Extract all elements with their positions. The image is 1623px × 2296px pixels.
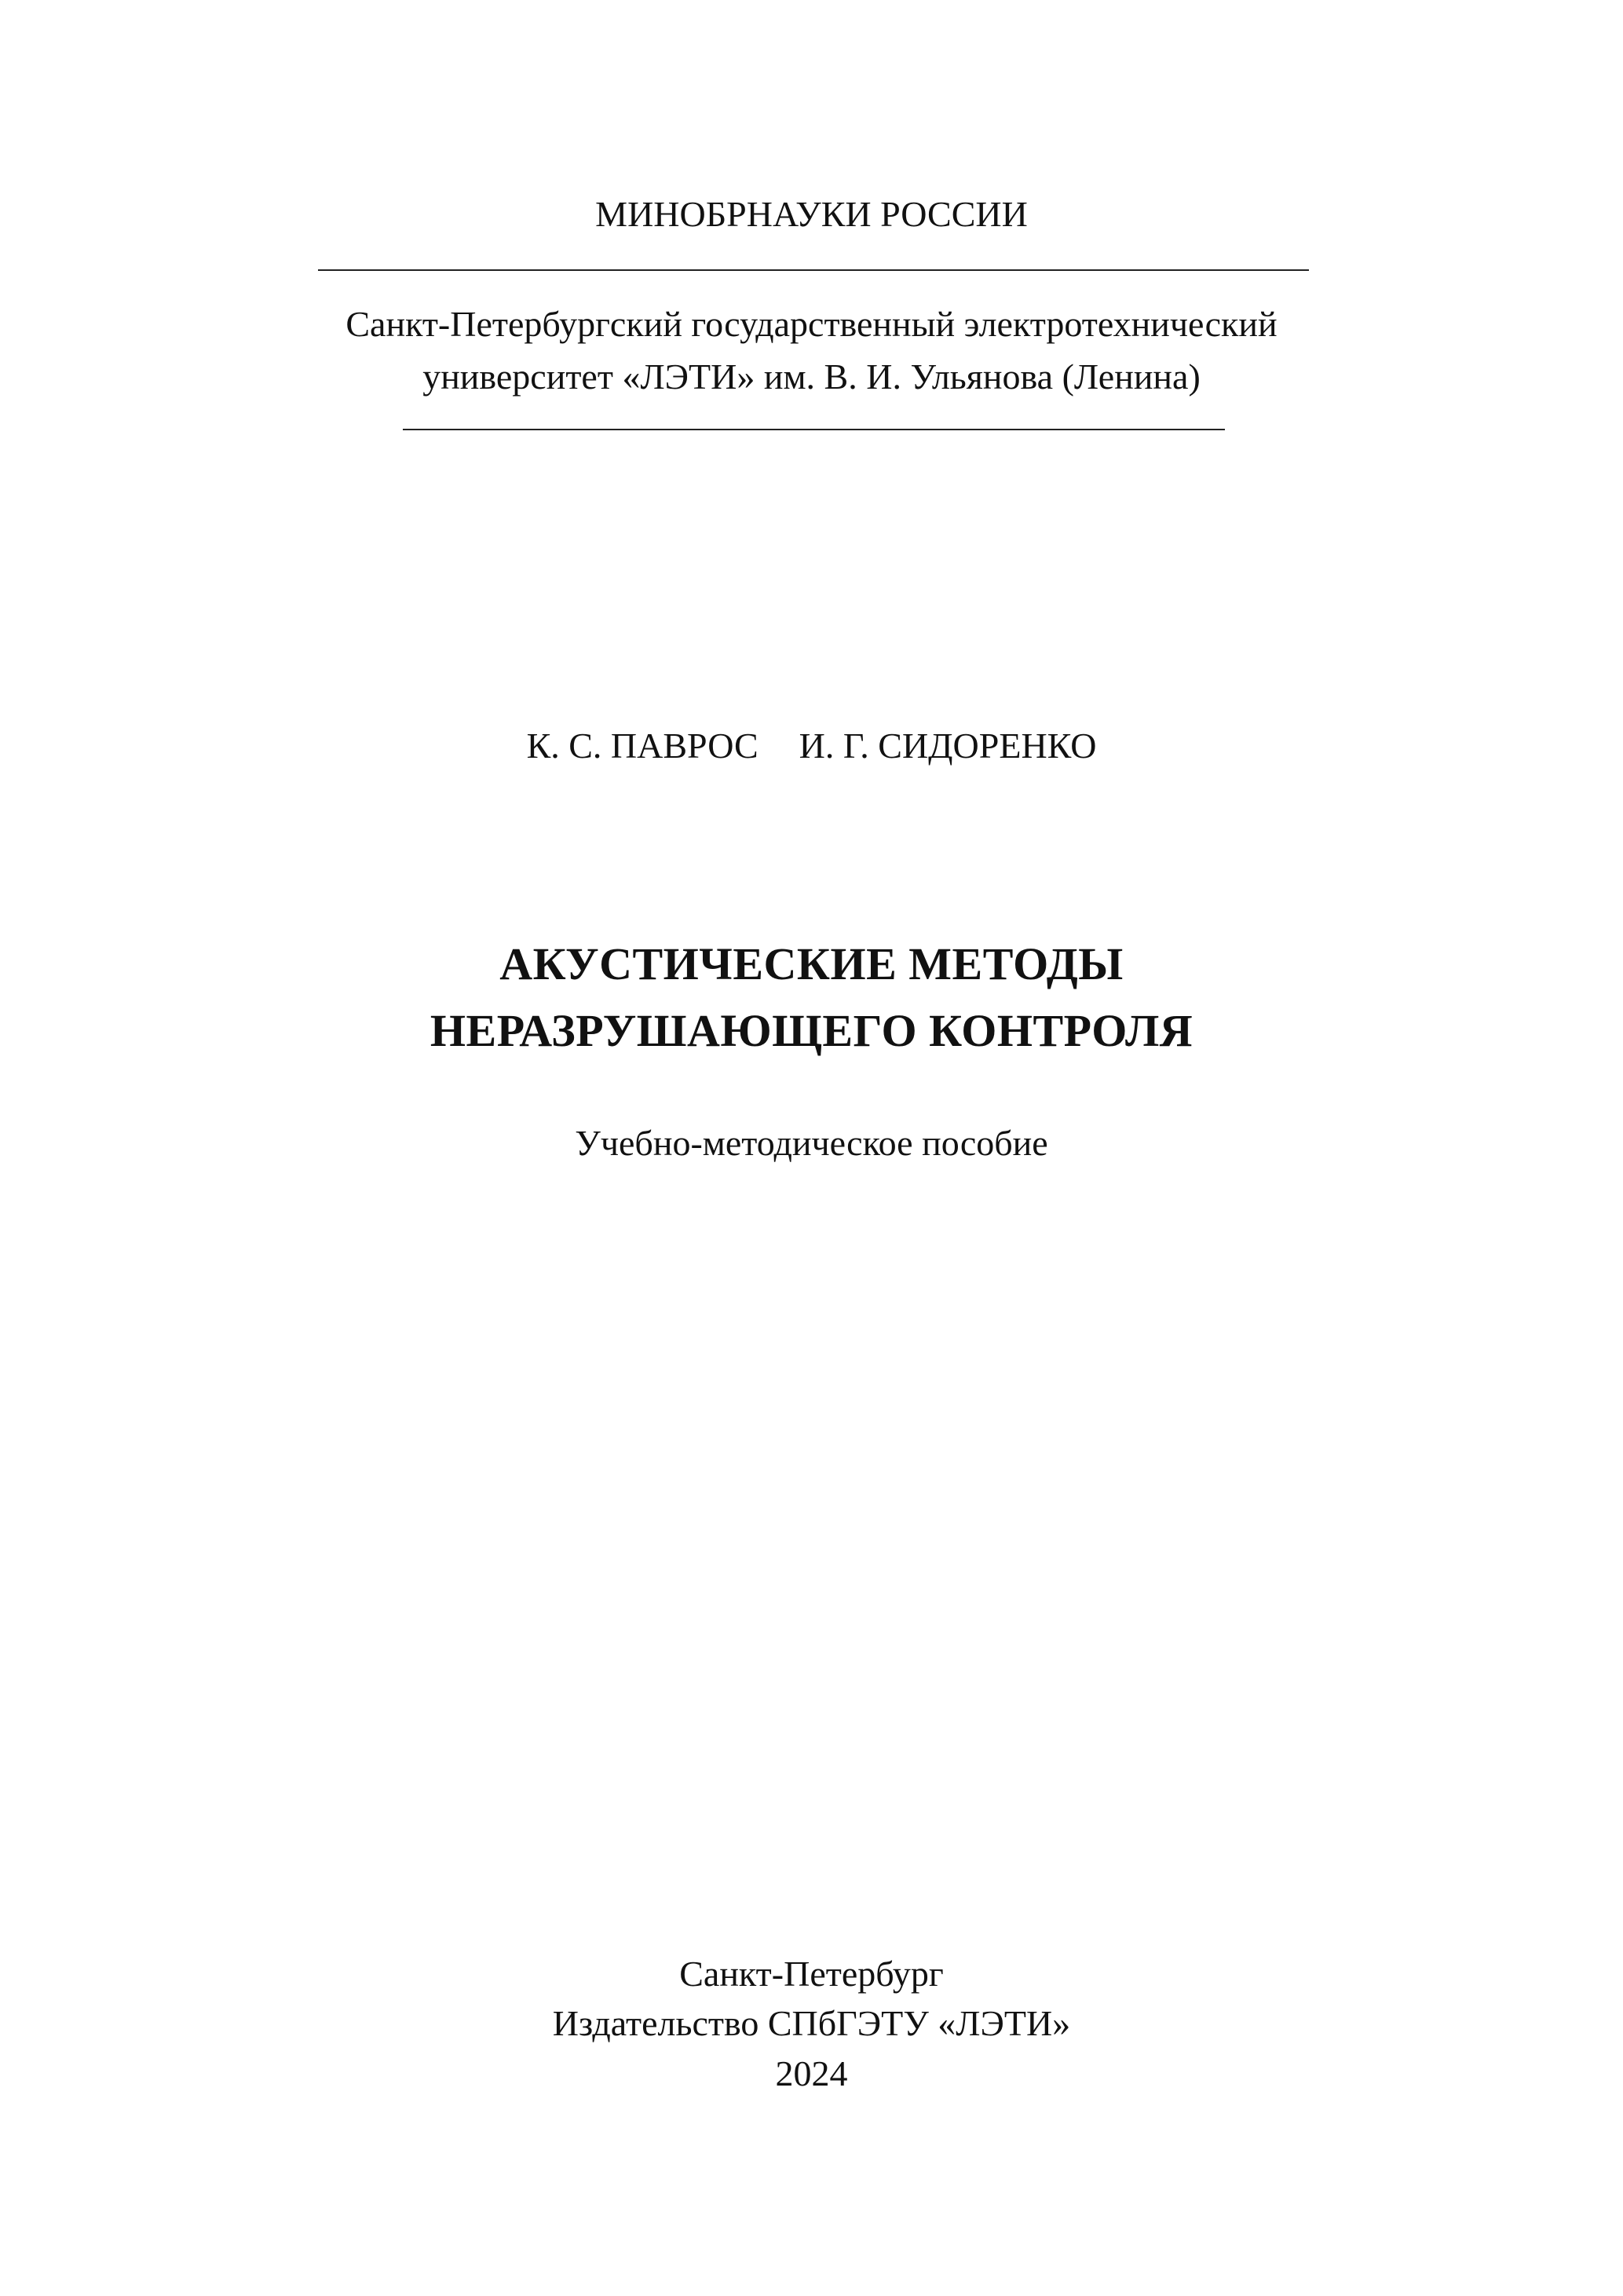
imprint-year: 2024 — [775, 2053, 848, 2093]
authors — [0, 724, 1623, 768]
author-1: К. С. ПАВРОС — [526, 726, 758, 766]
book-title-line-1: АКУСТИЧЕСКИЕ МЕТОДЫ — [499, 938, 1124, 989]
university-name-line-1: Санкт-Петербургский государственный электротехнический — [345, 304, 1278, 344]
book-title-line-2: НЕРАЗРУШАЮЩЕГО КОНТРОЛЯ — [430, 1005, 1193, 1056]
imprint-publisher: Издательство СПбГЭТУ «ЛЭТИ» — [552, 2003, 1071, 2043]
header-divider-top — [318, 269, 1309, 271]
ministry-name: МИНОБРНАУКИ РОССИИ — [595, 194, 1028, 234]
author-2: И. Г. СИДОРЕНКО — [799, 726, 1097, 766]
book-subtitle: Учебно-методическое пособие — [575, 1123, 1048, 1163]
imprint-city: Санкт-Петербург — [679, 1954, 944, 1994]
university-name-line-2: университет «ЛЭТИ» им. В. И. Ульянова (Ленина) — [422, 356, 1201, 397]
header-divider-bottom — [403, 429, 1225, 430]
